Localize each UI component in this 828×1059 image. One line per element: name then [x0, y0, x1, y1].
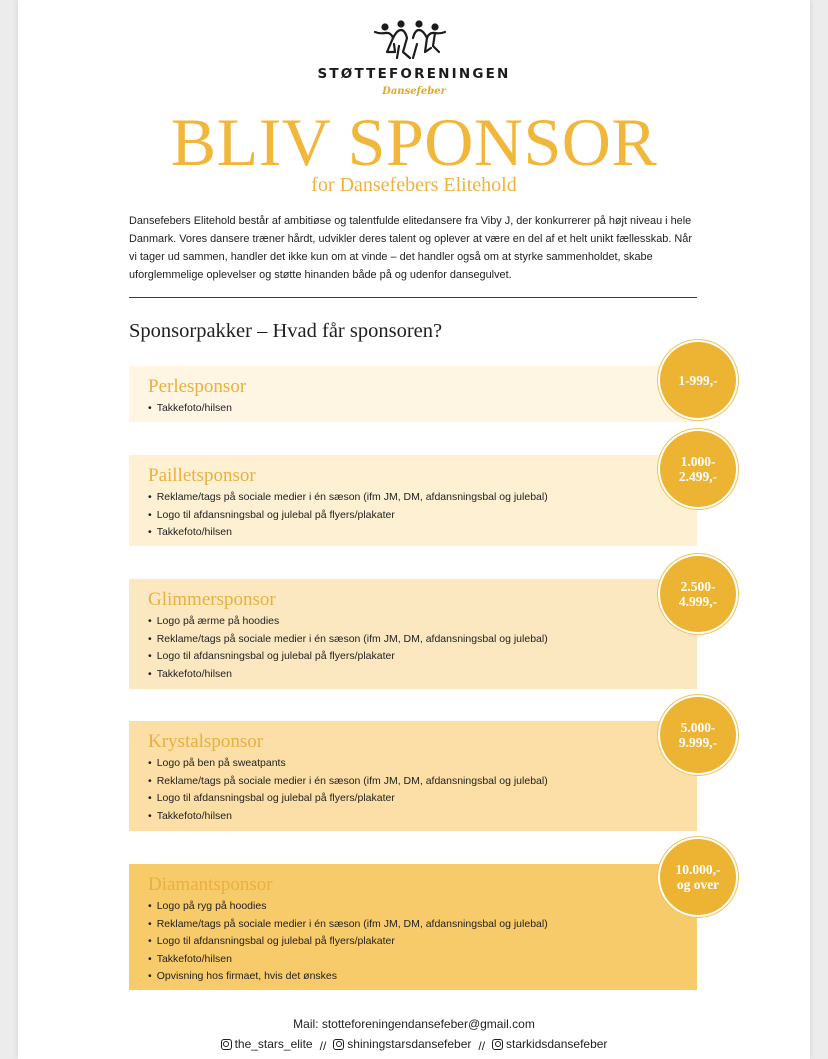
package-card-diamant: [129, 864, 697, 990]
contact-email: Mail: stotteforeningendansefeber@gmail.com: [293, 1017, 535, 1031]
benefit-item: • Logo til afdansningsbal og julebal på flyers/plakater: [148, 507, 548, 525]
package-card-krystal: [129, 721, 697, 831]
benefit-item: • Logo på ben på sweatpants: [148, 755, 548, 773]
handle-text: the_stars_elite: [234, 1037, 313, 1051]
price-text: 2.500- 4.999,-: [678, 579, 718, 609]
intro-paragraph: Dansefebers Elitehold består af ambitiøse og talentfulde elitedansere fra Viby J, der konkurrerer på højt niveau i hele Danmark. Vores dansere træner hårdt, udvikler deres talent og oplever at være en del af et helt unikt fællesskab. Når vi tager ud sammen, handler det ikke kun om at vinde – det handler også om at styrke sammenholdet, skabe uforglemmelige oplevelser og støtte hinanden både på og udenfor dansegulvet.: [129, 215, 692, 281]
package-name: Glimmersponsor: [148, 589, 276, 610]
package-card-perle: [129, 366, 697, 422]
instagram-icon: [333, 1039, 344, 1050]
page-subtitle: for Dansefebers Elitehold: [311, 174, 517, 196]
benefit-item: • Takkefoto/hilsen: [148, 666, 548, 684]
price-badge: [660, 431, 736, 507]
price-text: 1-999,-: [678, 372, 718, 388]
package-name: Krystalsponsor: [148, 731, 264, 752]
price-text: 10.000,- og over: [675, 862, 721, 892]
benefit-item: • Takkefoto/hilsen: [148, 808, 548, 826]
benefit-item: • Logo til afdansningsbal og julebal på flyers/plakater: [148, 933, 548, 951]
price-badge: [660, 839, 736, 915]
benefit-item: • Opvisning hos firmaet, hvis det ønskes: [148, 968, 548, 986]
dancers-logo-icon: [373, 18, 447, 62]
social-handle: [221, 1037, 313, 1051]
handle-text: starkidsdansefeber: [506, 1037, 608, 1051]
benefit-item: • Reklame/tags på sociale medier i én sæson (ifm JM, DM, afdansningsbal og julebal): [148, 773, 548, 791]
benefit-item: • Reklame/tags på sociale medier i én sæson (ifm JM, DM, afdansningsbal og julebal): [148, 916, 548, 934]
package-benefits: [148, 613, 548, 683]
package-name: Pailletsponsor: [148, 465, 256, 486]
handle-text: shiningstarsdansefeber: [347, 1037, 472, 1051]
benefit-item: • Reklame/tags på sociale medier i én sæson (ifm JM, DM, afdansningsbal og julebal): [148, 631, 548, 649]
page-title: BLIV SPONSOR: [170, 104, 658, 180]
price-badge: [660, 697, 736, 773]
price-text: 5.000- 9.999,-: [678, 720, 718, 750]
package-name: Diamantsponsor: [148, 874, 273, 895]
package-card-paillet: [129, 455, 697, 546]
section-heading: Sponsorpakker – Hvad får sponsoren?: [129, 320, 443, 342]
benefit-item: • Logo til afdansningsbal og julebal på flyers/plakater: [148, 648, 548, 666]
price-text: 1.000- 2.499,-: [678, 454, 718, 484]
divider: [129, 297, 697, 298]
price-badge: [660, 556, 736, 632]
benefit-item: • Reklame/tags på sociale medier i én sæson (ifm JM, DM, afdansningsbal og julebal): [148, 489, 548, 507]
benefit-item: • Logo på ryg på hoodies: [148, 898, 548, 916]
org-name: STØTTEFORENINGEN: [317, 66, 511, 82]
instagram-icon: [221, 1039, 232, 1050]
benefit-item: • Logo til afdansningsbal og julebal på flyers/plakater: [148, 790, 548, 808]
package-card-glimmer: [129, 579, 697, 689]
benefit-item: • Takkefoto/hilsen: [148, 951, 548, 969]
social-handles: [0, 1037, 828, 1053]
price-badge: [660, 342, 736, 418]
package-benefits: [148, 489, 548, 542]
package-benefits: [148, 755, 548, 825]
social-handle: [492, 1037, 607, 1051]
org-subtitle: Dansefeber: [382, 86, 446, 97]
benefit-item: • Takkefoto/hilsen: [148, 400, 232, 418]
social-handle: [333, 1037, 471, 1051]
separator: //: [319, 1038, 327, 1053]
instagram-icon: [492, 1039, 503, 1050]
benefit-item: • Logo på ærme på hoodies: [148, 613, 548, 631]
separator: //: [478, 1038, 486, 1053]
package-name: Perlesponsor: [148, 376, 247, 397]
package-benefits: [148, 400, 232, 418]
benefit-item: • Takkefoto/hilsen: [148, 524, 548, 542]
package-benefits: [148, 898, 548, 986]
